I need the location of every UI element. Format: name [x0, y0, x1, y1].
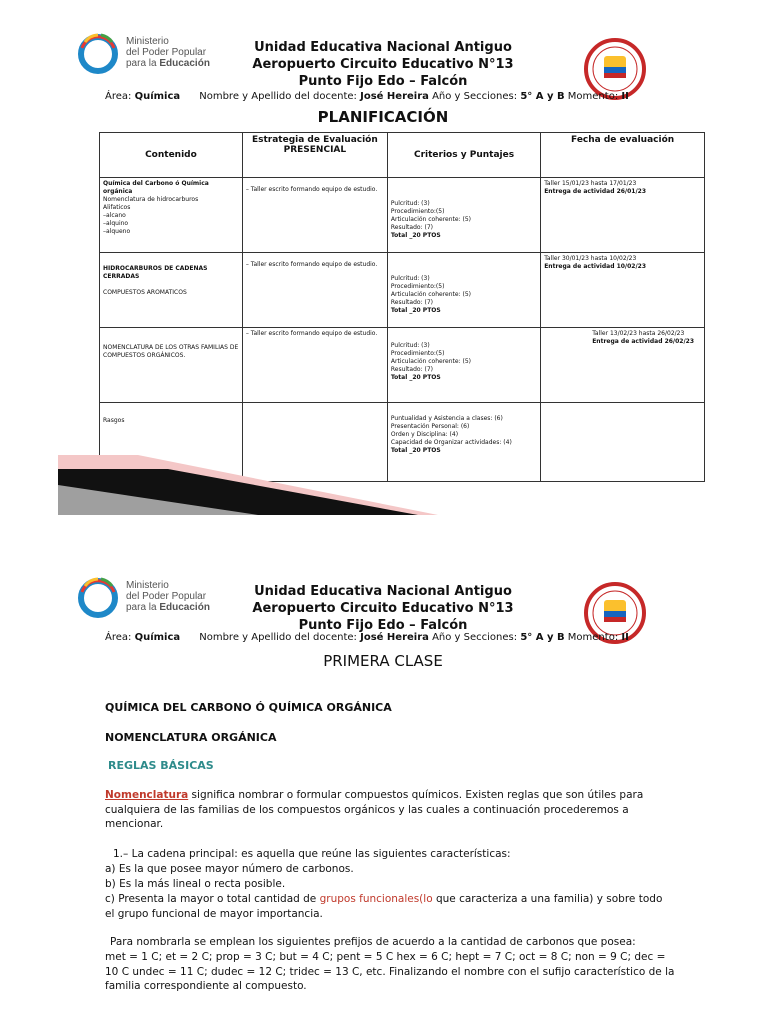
logo-line3: para la: [126, 602, 157, 613]
school-name-line1: Unidad Educativa Nacional Antiguo: [254, 40, 512, 55]
decorative-stripe-icon: [58, 455, 438, 515]
area-label: Área:: [105, 632, 132, 643]
strategy-text: – Taller escrito formando equipo de estudio.: [245, 330, 378, 337]
criteria-total: Total _20 PTOS: [390, 307, 441, 314]
criteria-line: Procedimiento:(5): [390, 283, 445, 290]
class-title: PRIMERA CLASE: [323, 652, 443, 670]
teacher-value: José Hereira: [360, 632, 429, 643]
page-primera-clase: [58, 548, 708, 1024]
criteria-line: Articulación coherente: (5): [390, 358, 472, 365]
moment-label: Momento:: [567, 91, 619, 102]
criteria-line: Pulcritud: (3): [390, 342, 430, 349]
heading-reglas-basicas: REGLAS BÁSICAS: [108, 759, 214, 772]
teacher-label: Nombre y Apellido del docente:: [199, 632, 357, 643]
criteria-line: Articulación coherente: (5): [390, 291, 472, 298]
moment-label: Momento:: [567, 632, 619, 643]
logo-line1: Ministerio: [126, 580, 169, 591]
table-row: [100, 253, 705, 328]
planning-table: [99, 132, 705, 482]
date-delivery: Entrega de actividad 26/02/23: [592, 338, 695, 345]
table-row: [100, 178, 705, 253]
cell-content: [100, 178, 243, 253]
content-line: NOMENCLATURA DE LOS OTRAS FAMILIAS DE COMPUESTOS ORGÁNICOS.: [103, 344, 239, 359]
teacher-label: Nombre y Apellido del docente:: [199, 91, 357, 102]
cell-date: [541, 253, 705, 328]
date-text: Taller 30/01/23 hasta 10/02/23: [544, 255, 637, 262]
criteria-line: Puntualidad y Asistencia a clases: (6): [390, 415, 503, 422]
sections-value: 5° A y B: [520, 91, 565, 102]
sections-label: Año y Secciones:: [432, 632, 518, 643]
date-text: Taller 13/02/23 hasta 26/02/23: [592, 330, 685, 337]
rule-1: 1.– La cadena principal: es aquella que reúne las siguientes características:: [113, 848, 511, 860]
logo-line3-bold: Educación: [159, 602, 210, 613]
criteria-total: Total _20 PTOS: [390, 232, 441, 239]
content-title: HIDROCARBUROS DE CADENAS CERRADAS: [103, 265, 208, 280]
area-value: Química: [134, 632, 181, 643]
content-line: –alquino: [103, 220, 129, 227]
strategy-text: – Taller escrito formando equipo de estudio.: [245, 186, 378, 193]
header-contenido: Contenido: [100, 133, 243, 178]
logo-line2: del Poder Popular: [126, 47, 207, 58]
rule-c: [105, 892, 675, 921]
sections-value: 5° A y B: [520, 632, 565, 643]
content-line: COMPUESTOS AROMATICOS: [103, 289, 187, 296]
criteria-total: Total _20 PTOS: [390, 447, 441, 454]
page-planificacion: [58, 0, 708, 515]
criteria-line: Pulcritud: (3): [390, 200, 430, 207]
rule-c-post: que caracteriza a una familia) y sobre todo el grupo funcional de mayor importancia.: [105, 893, 663, 920]
info-line: [105, 91, 629, 102]
table-row: [100, 328, 705, 403]
rule-c-pre: c) Presenta la mayor o total cantidad de: [105, 893, 320, 905]
date-delivery: Entrega de actividad 26/01/23: [544, 188, 647, 195]
prefixes-line: met = 1 C; et = 2 C; prop = 3 C; but = 4 C; pent = 5 C hex = 6 C; hept = 7 C; oct = 8 C; non = 9 C; dec = 10 C undec = 11 C; dudec = 12 C; tridec = 13 C, etc. Finalizando el nombre con el sufijo característico de la familia correspondiente al compuesto.: [105, 951, 675, 992]
content-line: –alcano: [103, 212, 126, 219]
school-name-line3: Punto Fijo Edo – Falcón: [298, 74, 468, 89]
school-name-line3: Punto Fijo Edo – Falcón: [298, 618, 468, 633]
content-title: Química del Carbono ó Química orgánica: [103, 180, 209, 195]
teacher-value: José Hereira: [360, 91, 429, 102]
criteria-line: Procedimiento:(5): [390, 350, 445, 357]
moment-value: II: [621, 91, 629, 102]
school-name-line1: Unidad Educativa Nacional Antiguo: [254, 584, 512, 599]
cell-strategy: [242, 178, 387, 253]
header-fecha: Fecha de evaluación: [541, 133, 705, 178]
area-label: Área:: [105, 91, 132, 102]
planning-title: PLANIFICACIÓN: [317, 108, 449, 126]
logo-line2: del Poder Popular: [126, 591, 207, 602]
criteria-line: Procedimiento:(5): [390, 208, 445, 215]
cell-strategy: [242, 328, 387, 403]
cell-content: [100, 328, 243, 403]
sections-label: Año y Secciones:: [432, 91, 518, 102]
page-gap: [0, 515, 768, 548]
cell-criteria: [387, 178, 540, 253]
prefixes-intro: Para nombrarla se emplean los siguientes prefijos de acuerdo a la cantidad de carbonos que posea:: [110, 936, 636, 948]
content-line: Rasgos: [103, 417, 125, 424]
school-name-line2: Aeropuerto Circuito Educativo N°13: [252, 57, 514, 72]
cell-strategy: [242, 253, 387, 328]
criteria-line: Articulación coherente: (5): [390, 216, 472, 223]
info-line: [105, 632, 629, 643]
strategy-text: – Taller escrito formando equipo de estudio.: [245, 261, 378, 268]
content-line: Alifaticos: [103, 204, 131, 211]
heading-nomenclatura: NOMENCLATURA ORGÁNICA: [105, 731, 277, 744]
logo-line3-bold: Educación: [159, 58, 210, 69]
rule-a: a) Es la que posee mayor número de carbonos.: [105, 863, 354, 875]
criteria-line: Resultado: (7): [390, 366, 433, 373]
cell-content: [100, 253, 243, 328]
rule-c-red: grupos funcionales(lo: [319, 893, 433, 905]
cell-date: [541, 328, 705, 403]
rule-b: b) Es la más lineal o recta posible.: [105, 878, 286, 890]
cell-criteria: [387, 253, 540, 328]
criteria-line: Presentación Personal: (6): [390, 423, 470, 430]
header-criterios: Criterios y Puntajes: [387, 133, 540, 178]
header-estrategia: Estrategia de Evaluación PRESENCIAL: [242, 133, 387, 178]
content-line: Nomenclatura de hidrocarburos: [103, 196, 199, 203]
criteria-line: Resultado: (7): [390, 224, 433, 231]
logo-line1: Ministerio: [126, 36, 169, 47]
logo-line3: para la: [126, 58, 157, 69]
intro-term: Nomenclatura: [105, 789, 189, 801]
criteria-line: Capacidad de Organizar actividades: (4): [390, 439, 512, 446]
cell-date: [541, 178, 705, 253]
planning-header-row: [100, 133, 705, 178]
criteria-line: Orden y Disciplina: (4): [390, 431, 459, 438]
area-value: Química: [134, 91, 181, 102]
criteria-total: Total _20 PTOS: [390, 374, 441, 381]
intro-rest: significa nombrar o formular compuestos químicos. Existen reglas que son útiles para cualquiera de las familias de los compuestos orgánicos y las cuales a continuación procederemos a mencionar.: [105, 789, 644, 830]
intro-paragraph: [105, 788, 675, 832]
cell-date: [541, 403, 705, 482]
cell-criteria: [387, 328, 540, 403]
moment-value: II: [621, 632, 629, 643]
date-text: Taller 15/01/23 hasta 17/01/23: [544, 180, 637, 187]
heading-quimica-carbono: QUÍMICA DEL CARBONO Ó QUÍMICA ORGÁNICA: [105, 701, 392, 714]
school-name-line2: Aeropuerto Circuito Educativo N°13: [252, 601, 514, 616]
criteria-line: Resultado: (7): [390, 299, 433, 306]
criteria-line: Pulcritud: (3): [390, 275, 430, 282]
content-line: –alqueno: [103, 228, 131, 235]
date-delivery: Entrega de actividad 10/02/23: [544, 263, 647, 270]
